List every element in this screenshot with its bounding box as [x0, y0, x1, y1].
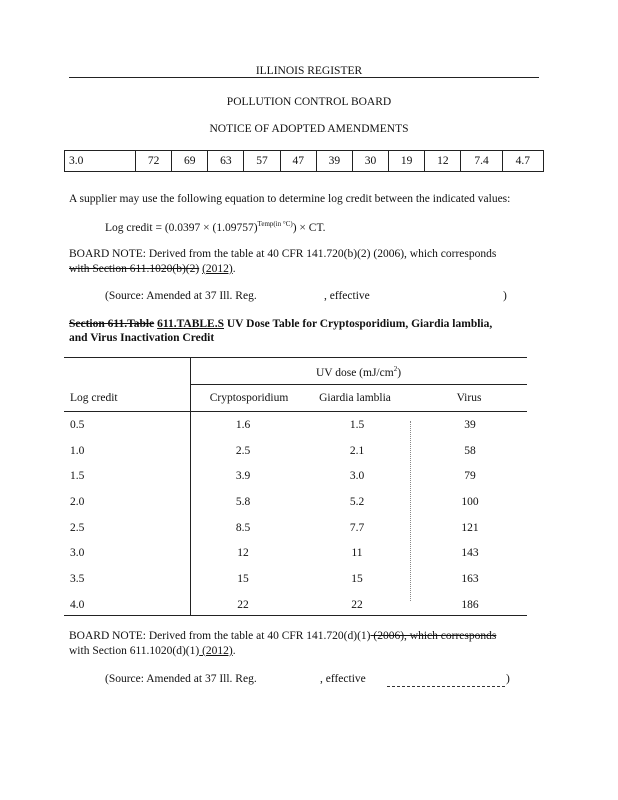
table-cell: 100	[461, 495, 479, 508]
punctuation: .	[232, 645, 236, 657]
source-2-prefix: (Source: Amended at 37 Ill. Reg.	[105, 673, 257, 685]
struck-text: Section 611.Table	[69, 318, 155, 330]
table-cell: 57	[244, 151, 280, 172]
board-note-1-line-2	[69, 263, 236, 275]
table-cell: 3.9	[235, 470, 251, 483]
equation-main: Log credit = (0.0397 × (1.09757)	[105, 221, 258, 234]
table-row	[64, 463, 528, 489]
table-cell: 1.6	[235, 418, 251, 431]
table-row	[64, 515, 528, 541]
column-header-cryptosporidium: Cryptosporidium	[209, 392, 289, 404]
table-cell: 12	[425, 151, 461, 172]
table-cell: 5.2	[349, 495, 365, 508]
table-cell: 19	[389, 151, 425, 172]
source-2-effective: , effective	[320, 673, 366, 685]
table-cell: 2.5	[70, 521, 85, 534]
table-row	[64, 438, 528, 464]
table-cell: 1.0	[70, 444, 85, 457]
table-cell: 12	[237, 547, 249, 560]
table-cell: 15	[237, 572, 249, 585]
table-cell: 63	[208, 151, 244, 172]
table-cell: 30	[352, 151, 388, 172]
uv-dose-label-end: )	[397, 366, 402, 379]
board-note-2-line-1	[69, 630, 559, 642]
added-text: (2012)	[199, 645, 233, 657]
struck-text: (2006), which corresponds	[370, 630, 497, 642]
table-cell: 5.8	[235, 495, 251, 508]
table-row	[64, 566, 528, 592]
log-credit-equation	[105, 220, 326, 234]
table-cell: 69	[172, 151, 208, 172]
table-cell: 11	[351, 547, 363, 560]
table-cell: 186	[461, 598, 479, 611]
table-row	[64, 412, 528, 438]
table-cell: 22	[351, 598, 363, 611]
table-cell: 72	[136, 151, 172, 172]
column-header-log-credit: Log credit	[70, 392, 118, 404]
equation-intro: A supplier may use the following equation to determine log credit between the indicated values:	[69, 193, 511, 205]
table-cell: 121	[461, 521, 479, 534]
note-text: with Section 611.1020(d)(1)	[69, 645, 200, 657]
table-cell: 47	[280, 151, 316, 172]
effective-date-blank	[387, 686, 505, 687]
uv-table-top-rule	[64, 357, 527, 358]
column-header-virus: Virus	[456, 392, 482, 404]
table-row	[64, 592, 528, 618]
table-cell: 8.5	[235, 521, 251, 534]
table-cell: 2.5	[235, 444, 251, 457]
table-cell: 22	[237, 598, 249, 611]
table-cell: 58	[464, 444, 476, 457]
board-note-2-line-2	[69, 645, 236, 657]
source-1-effective: , effective	[324, 290, 370, 302]
source-1-end: )	[503, 290, 507, 302]
table-cell: 4.7	[502, 151, 543, 172]
table-row	[65, 151, 544, 172]
source-2-end: )	[506, 673, 510, 685]
equation-exponent: Temp(in °C)	[257, 220, 293, 228]
uv-dose-label: UV dose (mJ/cm	[315, 366, 394, 379]
table-cell: 39	[316, 151, 352, 172]
added-text: (2012)	[202, 263, 233, 275]
table-cell: 3.5	[70, 572, 85, 585]
struck-text: with Section 611.1020(b)(2)	[69, 263, 200, 275]
table-cell: 3.0	[349, 470, 365, 483]
table-cell: 163	[461, 572, 479, 585]
table-cell: 39	[464, 418, 476, 431]
note-text: BOARD NOTE: Derived from the table at 40 CFR 141.720(d)(1)	[69, 630, 371, 642]
table-row	[64, 489, 528, 515]
table-cell: 3.0	[65, 151, 136, 172]
uv-dose-table	[64, 412, 528, 618]
board-title: POLLUTION CONTROL BOARD	[226, 96, 392, 108]
header-rule	[69, 77, 539, 78]
continued-table-row	[64, 150, 544, 172]
table-cell: 79	[464, 470, 476, 483]
table-cell: 15	[351, 572, 363, 585]
table-cell: 4.0	[70, 598, 85, 611]
table-row	[64, 540, 528, 566]
source-1-prefix: (Source: Amended at 37 Ill. Reg.	[105, 290, 257, 302]
equation-tail: ) × CT.	[292, 221, 326, 234]
section-title-rest: UV Dose Table for Cryptosporidium, Giardia lamblia,	[223, 318, 493, 330]
table-cell: 2.0	[70, 495, 85, 508]
section-title-line-2: and Virus Inactivation Credit	[69, 332, 215, 344]
table-cell: 2.1	[349, 444, 365, 457]
table-cell: 1.5	[70, 470, 85, 483]
table-cell: 7.7	[349, 521, 365, 534]
table-cell: 3.0	[70, 547, 85, 560]
uv-dose-group-header	[190, 365, 527, 379]
board-note-1-line-1: BOARD NOTE: Derived from the table at 40 CFR 141.720(b)(2) (2006), which corresponds	[69, 248, 497, 260]
uv-dose-sup: 2	[393, 365, 398, 373]
section-title	[69, 318, 559, 330]
added-text: 611.TABLE.S	[157, 318, 224, 330]
table-cell: 7.4	[461, 151, 502, 172]
table-cell: 1.5	[349, 418, 365, 431]
uv-group-rule	[190, 384, 527, 385]
table-cell: 143	[461, 547, 479, 560]
notice-title: NOTICE OF ADOPTED AMENDMENTS	[209, 123, 409, 135]
register-title: ILLINOIS REGISTER	[255, 65, 363, 77]
punctuation: .	[232, 263, 236, 275]
column-header-giardia: Giardia lamblia	[319, 392, 391, 404]
table-cell: 0.5	[70, 418, 85, 431]
